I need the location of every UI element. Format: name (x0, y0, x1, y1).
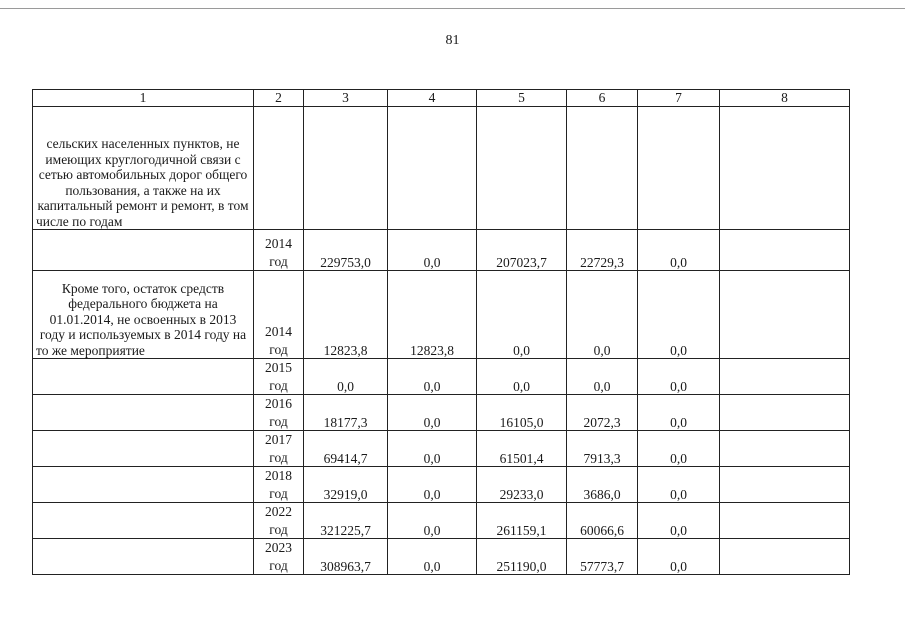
value-cell (720, 431, 850, 467)
table-row (33, 431, 850, 467)
column-header: 7 (638, 90, 720, 107)
year-cell (254, 230, 304, 271)
row-description: сельских населенных пунктов, не имеющих круглогодичной связи с сетью автомобильных дорог общего пользования, а также на их капитальный ремонт и ремонт, в том числе по годам (33, 107, 254, 230)
value-cell: 18177,3 (304, 395, 388, 431)
row-description (33, 539, 254, 575)
table-row (33, 230, 850, 271)
year-number: 2018 (265, 468, 292, 483)
value-cell: 0,0 (638, 395, 720, 431)
value-cell: 22729,3 (567, 230, 638, 271)
value-cell: 16105,0 (477, 395, 567, 431)
value-cell (388, 107, 477, 230)
value-cell: 207023,7 (477, 230, 567, 271)
column-header: 6 (567, 90, 638, 107)
row-description (33, 467, 254, 503)
value-cell: 7913,3 (567, 431, 638, 467)
value-cell: 0,0 (638, 431, 720, 467)
value-cell (638, 107, 720, 230)
year-number: 2016 (265, 396, 292, 411)
table-row (33, 467, 850, 503)
value-cell: 0,0 (388, 230, 477, 271)
value-cell: 0,0 (388, 359, 477, 395)
year-number: 2022 (265, 504, 292, 519)
value-cell: 0,0 (638, 467, 720, 503)
value-cell: 29233,0 (477, 467, 567, 503)
value-cell: 0,0 (638, 359, 720, 395)
column-header: 8 (720, 90, 850, 107)
year-cell (254, 107, 304, 230)
value-cell (720, 395, 850, 431)
value-cell: 0,0 (638, 230, 720, 271)
top-rule (0, 8, 905, 9)
column-header: 3 (304, 90, 388, 107)
year-label: год (269, 521, 288, 537)
value-cell: 251190,0 (477, 539, 567, 575)
value-cell: 0,0 (567, 359, 638, 395)
table-row (33, 359, 850, 395)
year-cell (254, 395, 304, 431)
value-cell: 60066,6 (567, 503, 638, 539)
value-cell: 229753,0 (304, 230, 388, 271)
column-header: 5 (477, 90, 567, 107)
value-cell: 69414,7 (304, 431, 388, 467)
row-description: Кроме того, остаток средств федерального бюджета на 01.01.2014, не освоенных в 2013 году и используемых в 2014 году на то же мероприятие (33, 271, 254, 359)
year-cell (254, 467, 304, 503)
value-cell: 0,0 (567, 271, 638, 359)
value-cell: 261159,1 (477, 503, 567, 539)
value-cell (720, 539, 850, 575)
value-cell (720, 467, 850, 503)
year-number: 2014 (265, 236, 292, 251)
value-cell: 0,0 (638, 539, 720, 575)
page-number: 81 (445, 33, 460, 48)
value-cell: 0,0 (388, 539, 477, 575)
row-description (33, 431, 254, 467)
value-cell (720, 271, 850, 359)
year-label: год (269, 253, 288, 269)
value-cell: 0,0 (477, 271, 567, 359)
budget-table (32, 89, 850, 575)
year-label: год (269, 413, 288, 429)
value-cell: 12823,8 (388, 271, 477, 359)
value-cell: 0,0 (388, 503, 477, 539)
row-description (33, 503, 254, 539)
value-cell: 32919,0 (304, 467, 388, 503)
year-number: 2023 (265, 540, 292, 555)
value-cell (304, 107, 388, 230)
column-header: 1 (33, 90, 254, 107)
value-cell: 0,0 (388, 431, 477, 467)
table-row (33, 271, 850, 359)
header-row (33, 90, 850, 107)
value-cell (720, 503, 850, 539)
value-cell: 12823,8 (304, 271, 388, 359)
year-label: год (269, 557, 288, 573)
value-cell: 0,0 (477, 359, 567, 395)
year-cell (254, 431, 304, 467)
value-cell: 308963,7 (304, 539, 388, 575)
table-row (33, 539, 850, 575)
value-cell: 0,0 (388, 395, 477, 431)
value-cell (720, 359, 850, 395)
year-label: год (269, 485, 288, 501)
year-label: год (269, 449, 288, 465)
table-row (33, 503, 850, 539)
value-cell: 3686,0 (567, 467, 638, 503)
value-cell: 0,0 (638, 271, 720, 359)
row-description (33, 395, 254, 431)
value-cell: 321225,7 (304, 503, 388, 539)
value-cell: 57773,7 (567, 539, 638, 575)
value-cell: 61501,4 (477, 431, 567, 467)
value-cell (567, 107, 638, 230)
value-cell (720, 230, 850, 271)
year-cell (254, 271, 304, 359)
table-row (33, 107, 850, 230)
value-cell (720, 107, 850, 230)
year-number: 2017 (265, 432, 292, 447)
value-cell: 0,0 (304, 359, 388, 395)
value-cell: 2072,3 (567, 395, 638, 431)
year-cell (254, 359, 304, 395)
year-cell (254, 539, 304, 575)
column-header: 2 (254, 90, 304, 107)
row-description (33, 359, 254, 395)
year-number: 2015 (265, 360, 292, 375)
value-cell (477, 107, 567, 230)
year-label: год (269, 377, 288, 393)
row-description (33, 230, 254, 271)
year-number: 2014 (265, 324, 292, 339)
table-row (33, 395, 850, 431)
value-cell: 0,0 (638, 503, 720, 539)
year-cell (254, 503, 304, 539)
year-label: год (269, 341, 288, 357)
value-cell: 0,0 (388, 467, 477, 503)
column-header: 4 (388, 90, 477, 107)
